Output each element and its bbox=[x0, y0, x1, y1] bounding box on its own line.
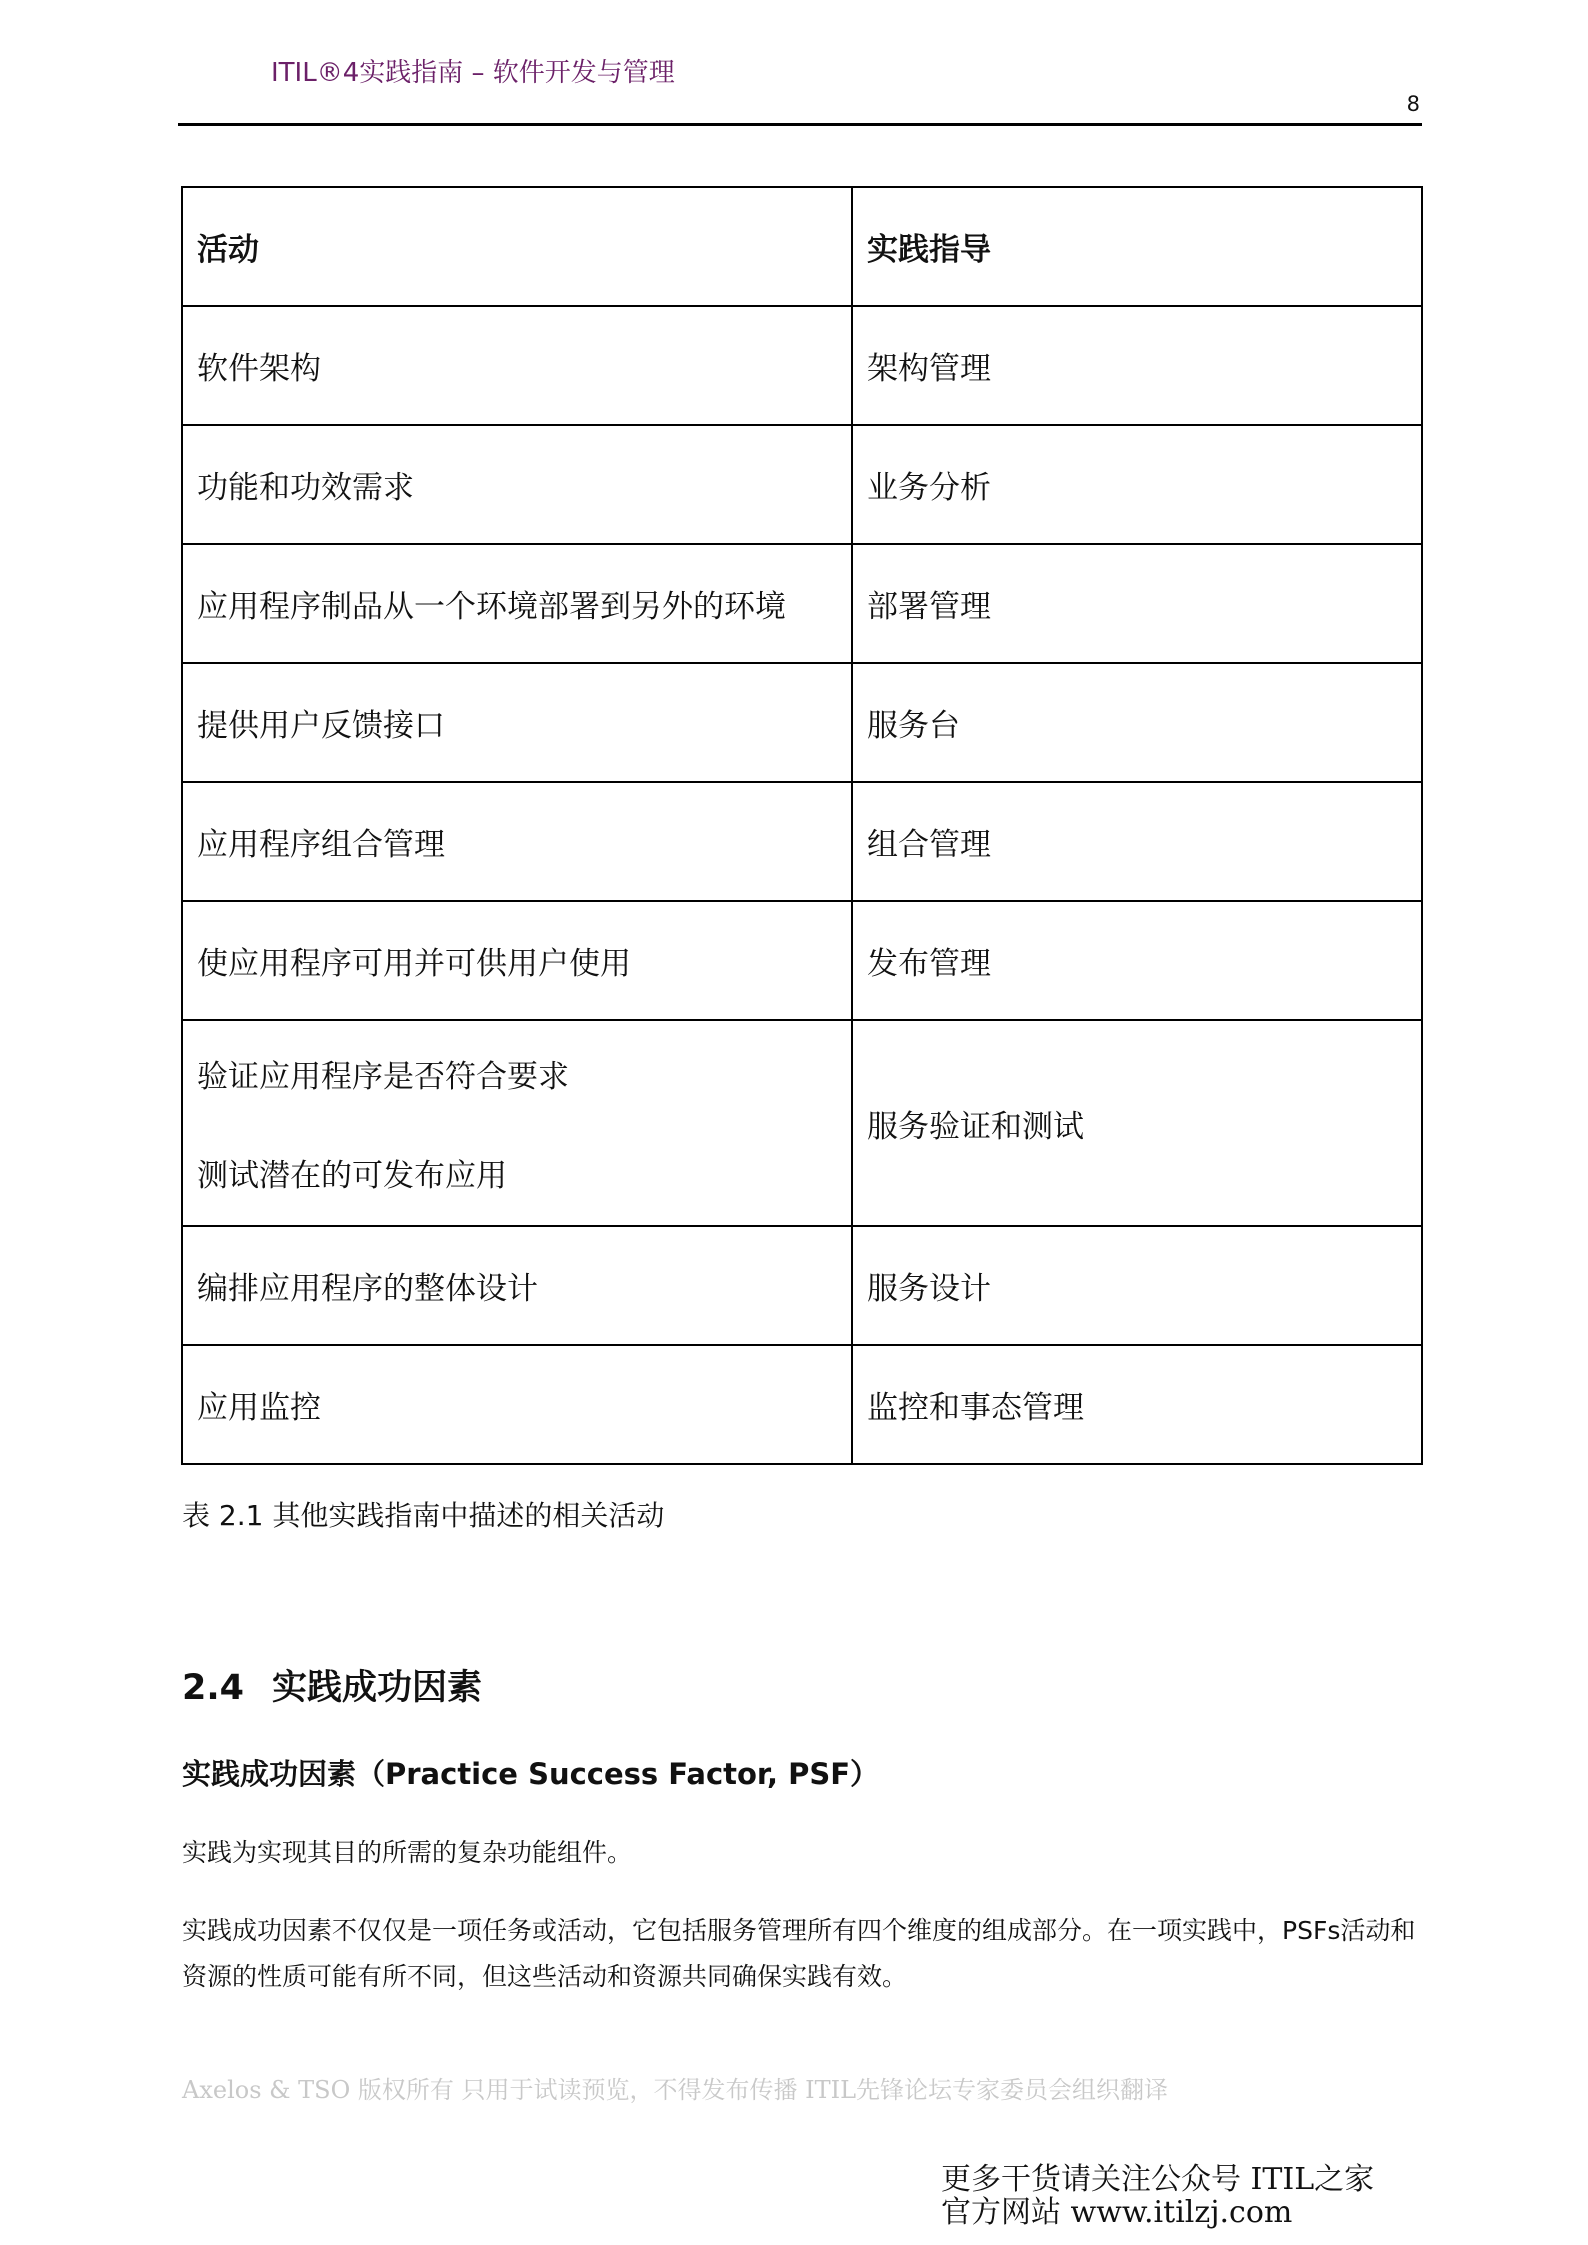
activity-cell bbox=[182, 306, 852, 425]
practice-cell: 监控和事态管理 bbox=[852, 1345, 1422, 1464]
practice-cell: 服务设计 bbox=[852, 1226, 1422, 1345]
activity-text: 应用监控 bbox=[197, 1390, 321, 1426]
practice-cell: 服务验证和测试 bbox=[852, 1020, 1422, 1226]
table-row bbox=[182, 782, 1422, 901]
footer-line-wechat: 更多干货请关注公众号 ITIL之家 bbox=[941, 2162, 1375, 2197]
table-row bbox=[182, 544, 1422, 663]
activity-text: 验证应用程序是否符合要求 bbox=[197, 1059, 569, 1095]
activity-text: 编排应用程序的整体设计 bbox=[197, 1271, 538, 1307]
activity-cell bbox=[182, 1020, 852, 1226]
paragraph: 实践成功因素不仅仅是一项任务或活动，它包括服务管理所有四个维度的组成部分。在一项实践中，PSFs活动和资源的性质可能有所不同，但这些活动和资源共同确保实践有效。 bbox=[182, 1916, 1416, 1991]
table-row bbox=[182, 1226, 1422, 1345]
column-header-practice: 实践指导 bbox=[852, 187, 1422, 306]
running-header-title: ITIL®4实践指南 – 软件开发与管理 bbox=[271, 58, 675, 88]
activity-cell bbox=[182, 782, 852, 901]
page-number: 8 bbox=[1406, 92, 1420, 116]
practice-cell: 服务台 bbox=[852, 663, 1422, 782]
practice-cell: 发布管理 bbox=[852, 901, 1422, 1020]
footer-line-website: 官方网站 www.itilzj.com bbox=[941, 2195, 1293, 2230]
paragraph: 实践为实现其目的所需的复杂功能组件。 bbox=[182, 1838, 633, 1867]
table-row bbox=[182, 1020, 1422, 1226]
activity-cell bbox=[182, 901, 852, 1020]
practice-cell: 业务分析 bbox=[852, 425, 1422, 544]
practice-activities-table bbox=[181, 186, 1423, 1465]
section-number: 2.4 bbox=[182, 1668, 245, 1708]
header-divider bbox=[178, 123, 1422, 126]
table-row bbox=[182, 663, 1422, 782]
activity-cell bbox=[182, 1226, 852, 1345]
activity-cell bbox=[182, 544, 852, 663]
section-title: 实践成功因素 bbox=[272, 1668, 483, 1708]
table-header-row bbox=[182, 187, 1422, 306]
activity-cell bbox=[182, 1345, 852, 1464]
table-caption: 表 2.1 其他实践指南中描述的相关活动 bbox=[182, 1499, 665, 1532]
activity-text: 提供用户反馈接口 bbox=[197, 708, 445, 744]
activity-text: 应用程序组合管理 bbox=[197, 827, 445, 863]
watermark: Axelos & TSO 版权所有 只用于试读预览，不得发布传播 ITIL先锋论坛专家委员会组织翻译 bbox=[182, 2076, 1169, 2104]
activity-text: 软件架构 bbox=[197, 351, 321, 387]
practice-cell: 组合管理 bbox=[852, 782, 1422, 901]
column-header-activity: 活动 bbox=[182, 187, 852, 306]
table-row bbox=[182, 1345, 1422, 1464]
subheading: 实践成功因素（Practice Success Factor, PSF） bbox=[182, 1757, 880, 1791]
activity-cell bbox=[182, 663, 852, 782]
practice-cell: 架构管理 bbox=[852, 306, 1422, 425]
table-row bbox=[182, 901, 1422, 1020]
practice-cell: 部署管理 bbox=[852, 544, 1422, 663]
activity-text: 使应用程序可用并可供用户使用 bbox=[197, 946, 631, 982]
activity-text: 应用程序制品从一个环境部署到另外的环境 bbox=[197, 589, 786, 625]
table-row bbox=[182, 306, 1422, 425]
activity-cell bbox=[182, 425, 852, 544]
section-heading bbox=[182, 1660, 482, 1710]
table-row bbox=[182, 425, 1422, 544]
footer bbox=[941, 2163, 1374, 2229]
activity-text: 功能和功效需求 bbox=[197, 470, 414, 506]
activity-text: 测试潜在的可发布应用 bbox=[197, 1158, 507, 1194]
